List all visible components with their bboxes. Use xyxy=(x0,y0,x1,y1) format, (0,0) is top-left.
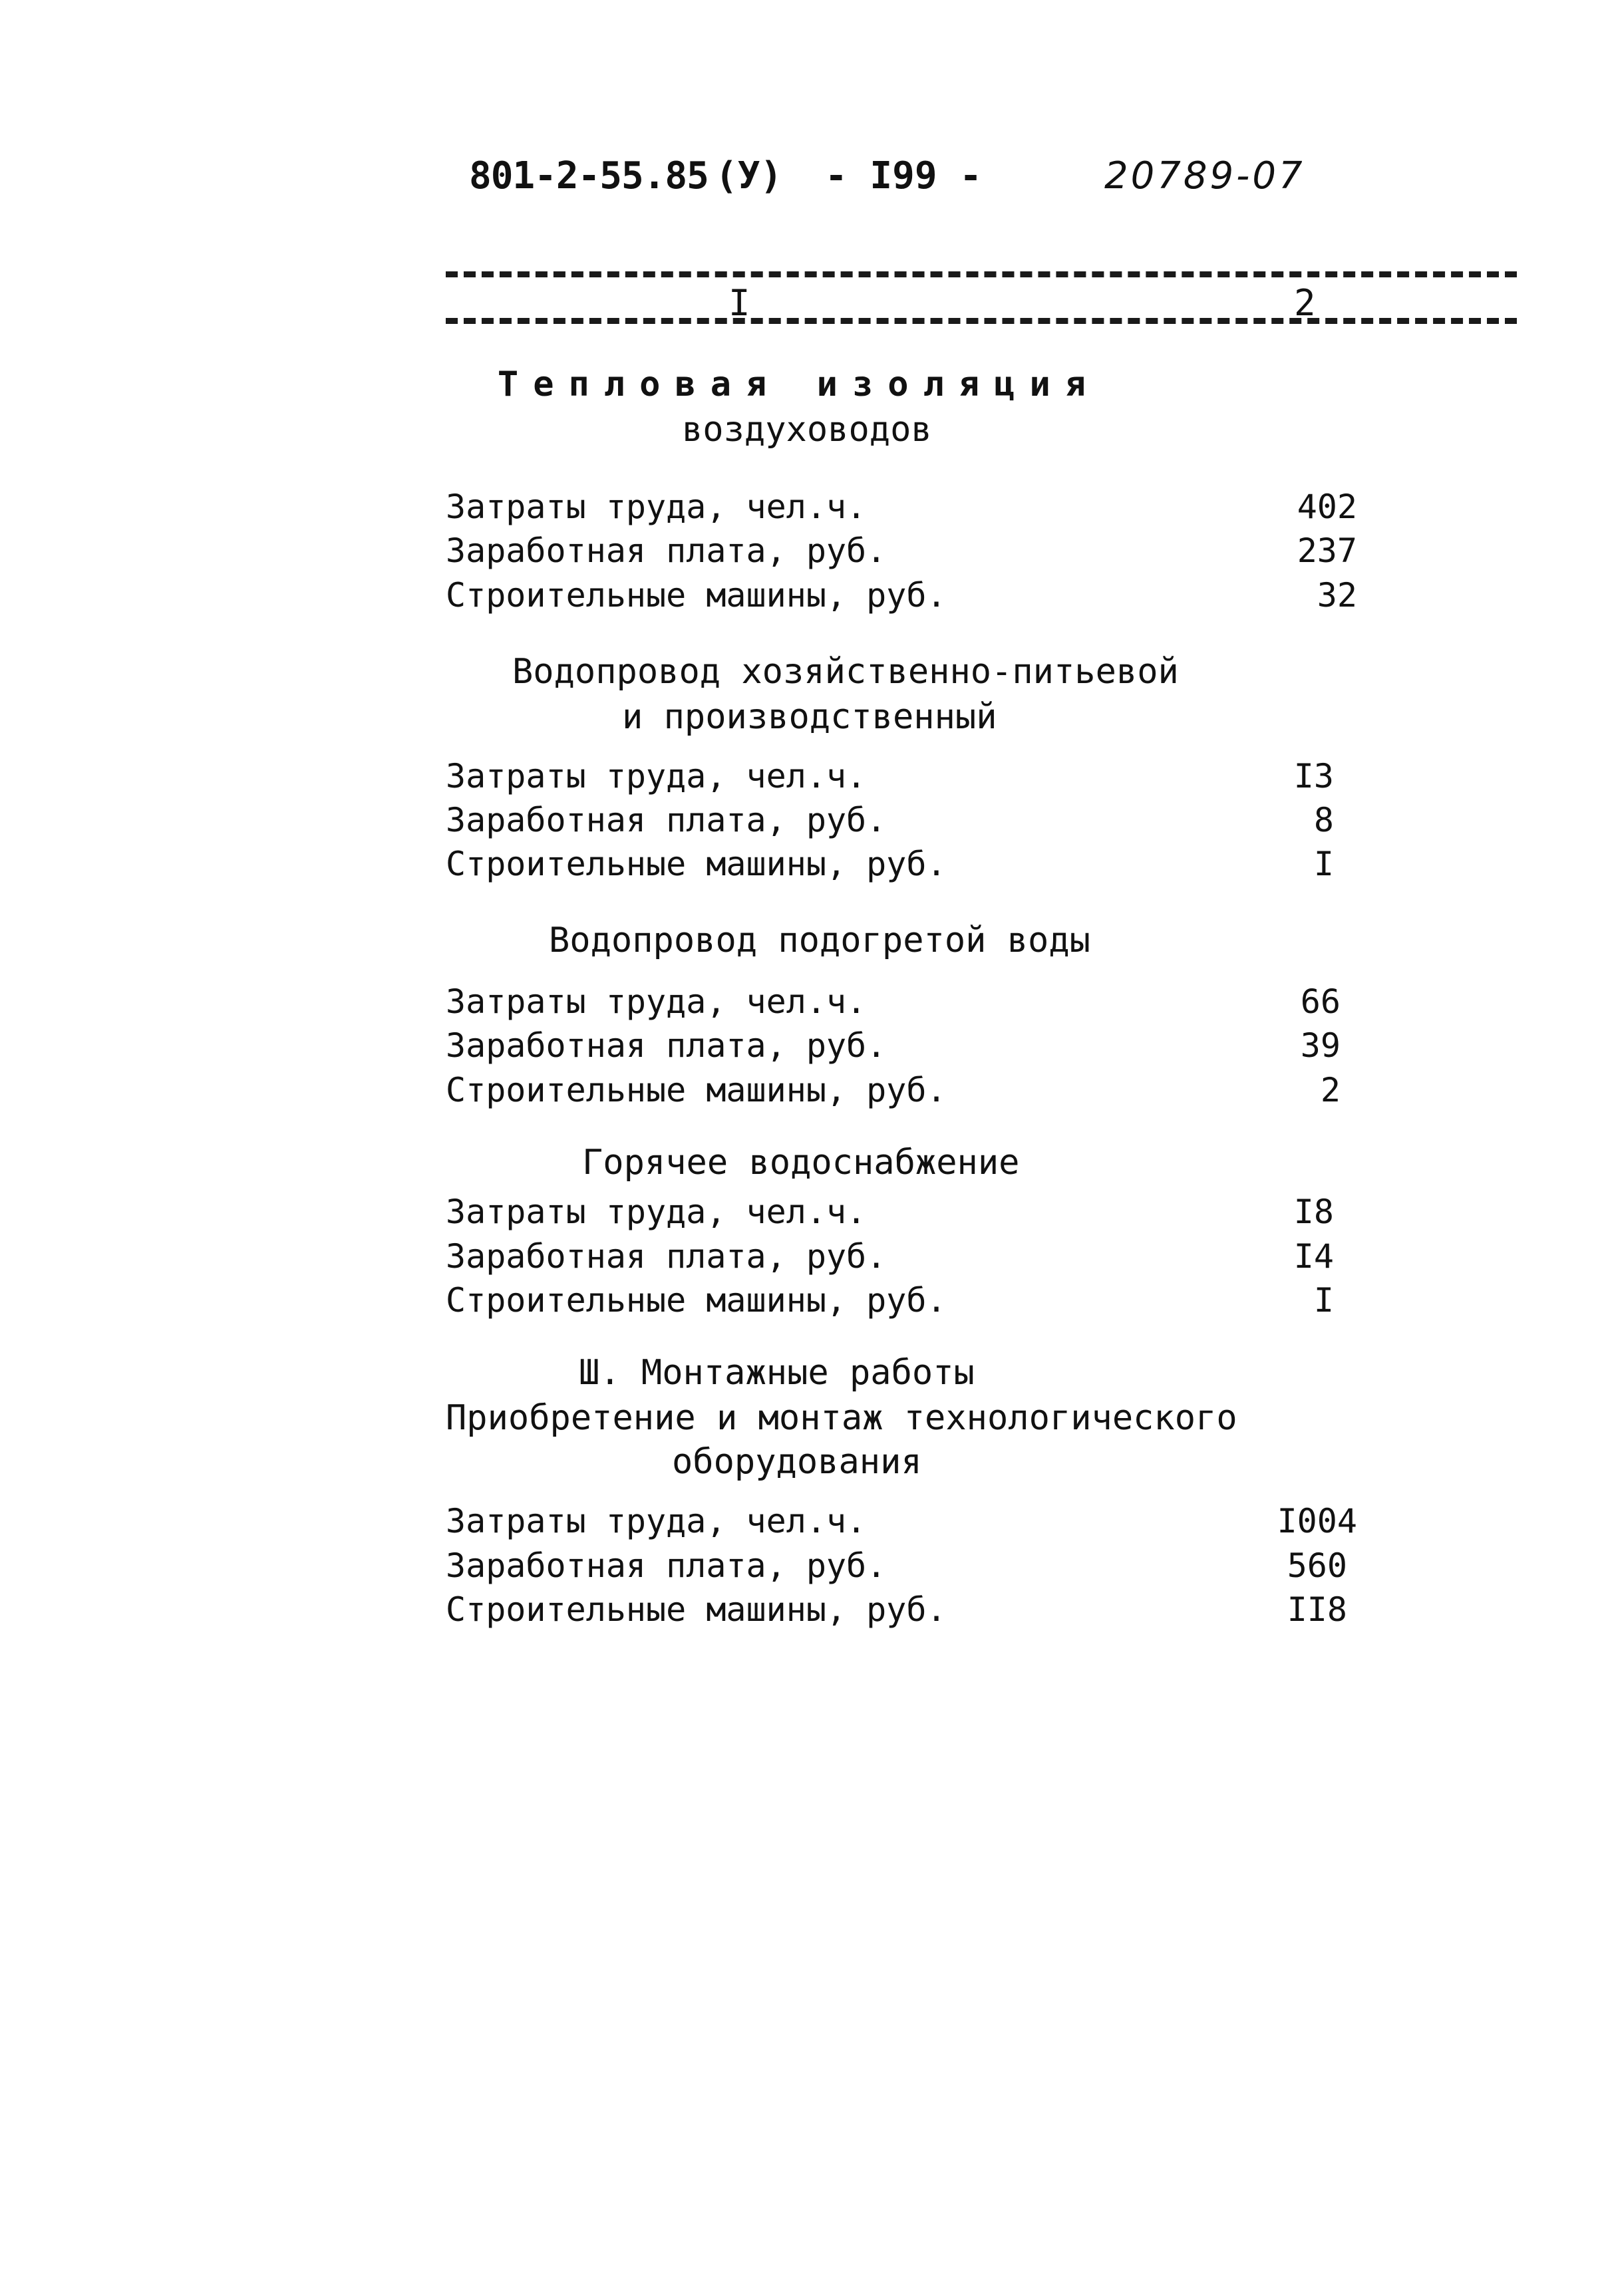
row-label: Затраты труда, чел.ч. xyxy=(446,1193,867,1231)
table-top-rule xyxy=(446,271,1517,277)
row-value: 66 xyxy=(1300,982,1341,1021)
row-value: I3 xyxy=(1293,757,1334,795)
table-row xyxy=(446,531,1357,575)
table-row xyxy=(446,982,1357,1026)
table-header-rule xyxy=(446,318,1517,324)
table-row xyxy=(446,845,1357,889)
row-label: Строительные машины, руб. xyxy=(446,576,947,615)
document-number: 20789-07 xyxy=(1104,154,1305,198)
row-value: I xyxy=(1313,1281,1334,1320)
row-value: I004 xyxy=(1277,1502,1357,1540)
section-title: Приобретение и монтаж технологического xyxy=(446,1398,1237,1438)
row-value: I xyxy=(1313,845,1334,883)
table-row xyxy=(446,1281,1357,1325)
table-row xyxy=(446,1193,1357,1236)
table-row xyxy=(446,1502,1357,1546)
row-label: Заработная плата, руб. xyxy=(446,531,887,570)
row-value: 39 xyxy=(1300,1026,1341,1065)
row-label: Строительные машины, руб. xyxy=(446,1281,947,1320)
section-subtitle: оборудования xyxy=(672,1442,922,1482)
table-row xyxy=(446,1590,1357,1634)
row-label: Заработная плата, руб. xyxy=(446,801,887,839)
row-label: Заработная плата, руб. xyxy=(446,1546,887,1585)
section-subtitle: воздуховодов xyxy=(682,410,932,450)
section-title: Водопровод подогретой воды xyxy=(549,921,1090,960)
row-value: 237 xyxy=(1297,531,1357,570)
row-value: I4 xyxy=(1293,1237,1334,1276)
row-label: Строительные машины, руб. xyxy=(446,845,947,883)
table-row xyxy=(446,801,1357,845)
row-value: II8 xyxy=(1287,1590,1347,1629)
row-label: Заработная плата, руб. xyxy=(446,1237,887,1276)
section-heading: Ш. Монтажные работы xyxy=(579,1353,975,1393)
table-row xyxy=(446,488,1357,531)
table-row xyxy=(446,1071,1357,1115)
row-label: Заработная плата, руб. xyxy=(446,1026,887,1065)
row-label: Затраты труда, чел.ч. xyxy=(446,982,867,1021)
document-mark: (У) xyxy=(715,154,783,198)
row-value: 8 xyxy=(1313,801,1334,839)
section-title: Горячее водоснабжение xyxy=(582,1143,1020,1183)
row-value: 2 xyxy=(1320,1071,1341,1109)
row-label: Затраты труда, чел.ч. xyxy=(446,757,867,795)
row-label: Затраты труда, чел.ч. xyxy=(446,1502,867,1540)
document-code: 801-2-55.85 xyxy=(469,154,709,198)
row-label: Затраты труда, чел.ч. xyxy=(446,488,867,526)
row-value: I8 xyxy=(1293,1193,1334,1231)
section-title: Водопровод хозяйственно-питьевой xyxy=(512,652,1179,692)
section-title: Тепловая изоляция xyxy=(497,364,1101,404)
section-subtitle: и производственный xyxy=(622,697,997,737)
page-number: - I99 - xyxy=(825,154,983,198)
row-label: Строительные машины, руб. xyxy=(446,1590,947,1629)
row-value: 32 xyxy=(1317,576,1357,615)
table-row xyxy=(446,1237,1357,1281)
row-label: Строительные машины, руб. xyxy=(446,1071,947,1109)
table-row xyxy=(446,757,1357,801)
table-row xyxy=(446,576,1357,620)
table-row xyxy=(446,1546,1357,1590)
column-number-2: 2 xyxy=(1294,282,1316,324)
column-number-1: I xyxy=(728,282,750,324)
row-value: 560 xyxy=(1287,1546,1347,1585)
table-row xyxy=(446,1026,1357,1070)
row-value: 402 xyxy=(1297,488,1357,526)
